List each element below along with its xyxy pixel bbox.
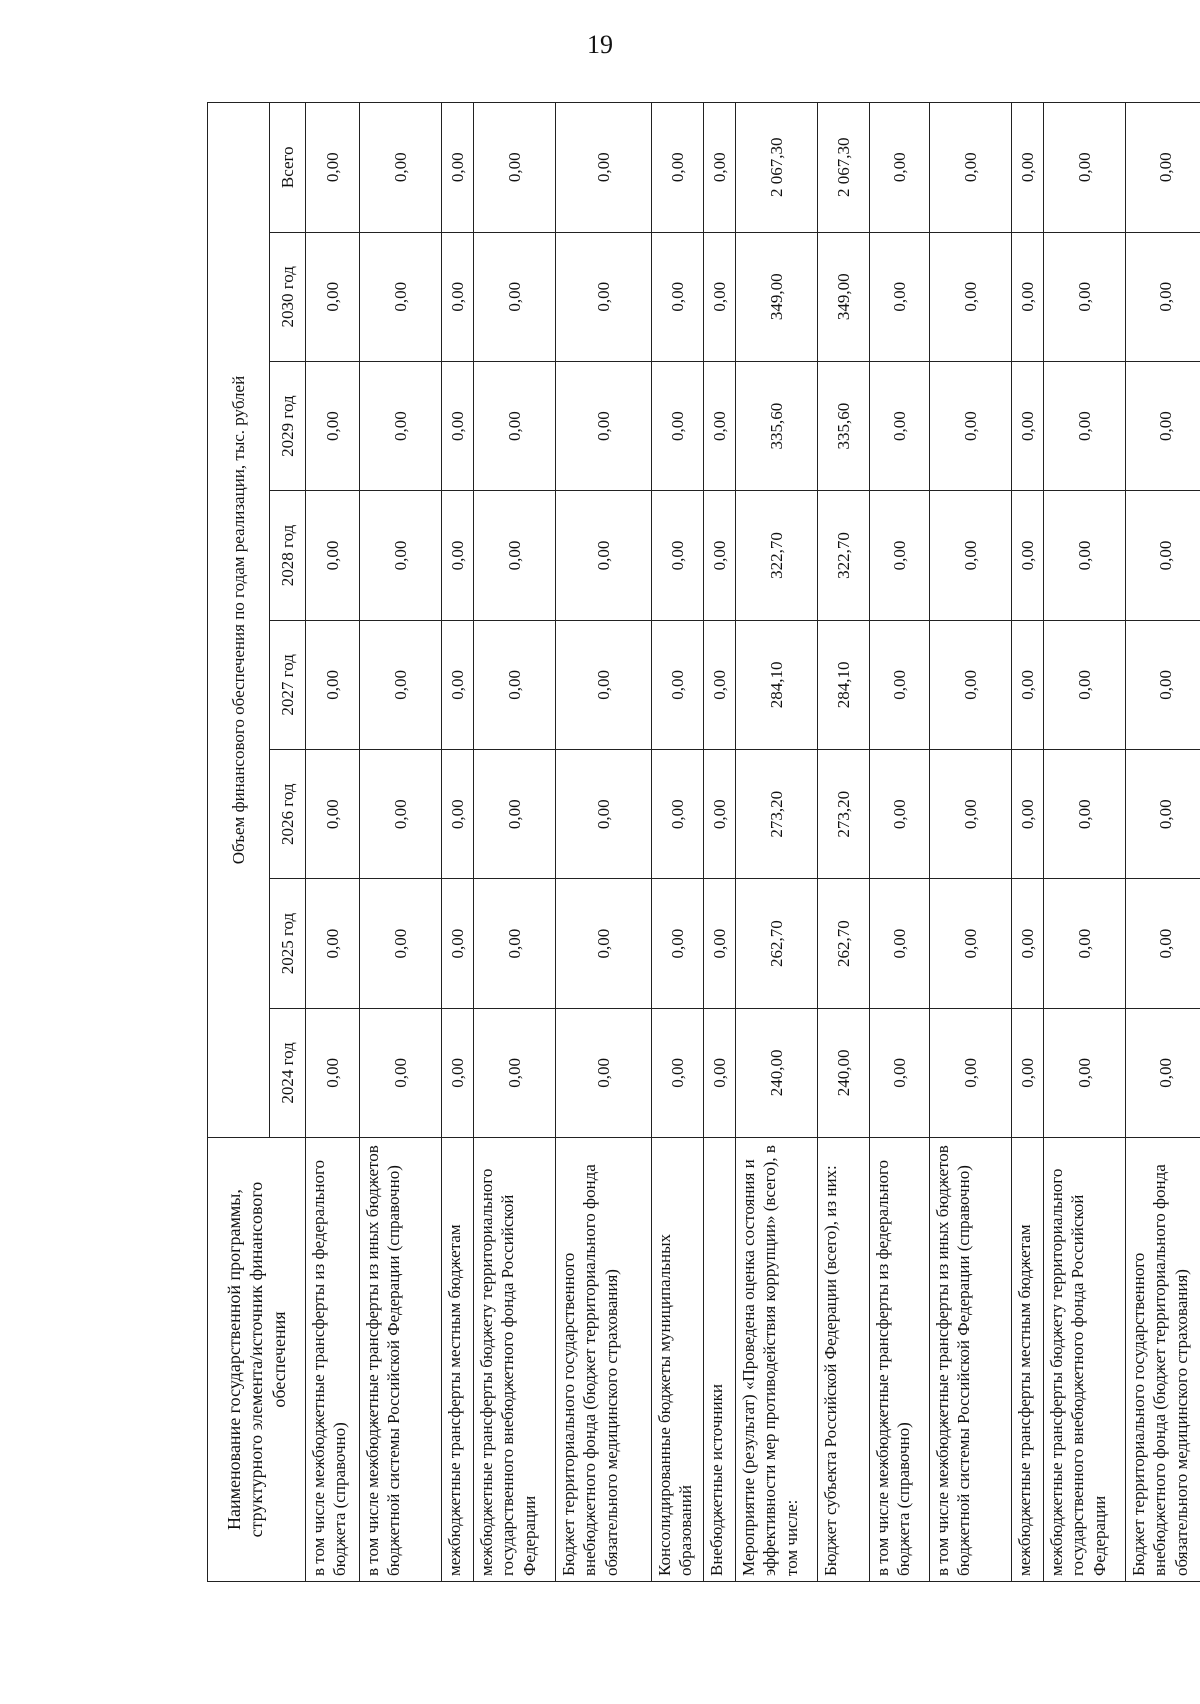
- table-body: [306, 103, 1200, 1582]
- value-cell: 0,00: [474, 491, 556, 620]
- value-cell: 0,00: [442, 879, 474, 1008]
- value-cell: 322,70: [818, 491, 870, 620]
- year-column-header: 2024 год: [270, 1008, 306, 1137]
- value-cell: 0,00: [1126, 620, 1200, 749]
- table-row: [1044, 103, 1126, 1582]
- finance-table-rotated: [207, 102, 1191, 1582]
- value-cell: 0,00: [870, 361, 930, 490]
- row-label: межбюджетные трансферты местным бюджетам: [1012, 1138, 1044, 1582]
- year-column-header: 2029 год: [270, 361, 306, 490]
- value-cell: 0,00: [1012, 103, 1044, 233]
- value-cell: 262,70: [736, 879, 818, 1008]
- year-column-header: 2027 год: [270, 620, 306, 749]
- value-cell: 0,00: [1044, 103, 1126, 233]
- value-cell: 0,00: [1012, 620, 1044, 749]
- value-cell: 0,00: [652, 232, 704, 361]
- value-cell: 0,00: [556, 620, 652, 749]
- value-cell: 0,00: [556, 491, 652, 620]
- value-cell: 0,00: [652, 620, 704, 749]
- value-cell: 349,00: [818, 232, 870, 361]
- value-cell: 0,00: [442, 103, 474, 233]
- row-label: межбюджетные трансферты бюджету территориального государственного внебюджетного фонда Российской Федерации: [1044, 1138, 1126, 1582]
- value-cell: 0,00: [474, 879, 556, 1008]
- row-label: Бюджет субъекта Российской Федерации (всего), из них:: [818, 1138, 870, 1582]
- value-cell: 240,00: [736, 1008, 818, 1137]
- value-cell: 0,00: [442, 750, 474, 879]
- value-cell: 335,60: [736, 361, 818, 490]
- value-cell: 0,00: [930, 491, 1012, 620]
- value-cell: 0,00: [930, 879, 1012, 1008]
- value-cell: 0,00: [474, 103, 556, 233]
- value-cell: 0,00: [870, 620, 930, 749]
- row-label: Бюджет территориального государственного внебюджетного фонда (бюджет территориального фонда обязательного медицинского страхования): [556, 1138, 652, 1582]
- value-cell: 284,10: [818, 620, 870, 749]
- value-cell: 0,00: [704, 1008, 736, 1137]
- value-cell: 0,00: [474, 620, 556, 749]
- value-cell: 0,00: [870, 879, 930, 1008]
- row-label: в том числе межбюджетные трансферты из федерального бюджета (справочно): [306, 1138, 360, 1582]
- value-cell: 2 067,30: [736, 103, 818, 233]
- value-cell: 0,00: [652, 879, 704, 1008]
- value-cell: 0,00: [306, 750, 360, 879]
- value-cell: 0,00: [930, 750, 1012, 879]
- value-cell: 0,00: [704, 879, 736, 1008]
- value-cell: 0,00: [360, 232, 442, 361]
- row-label: в том числе межбюджетные трансферты из иных бюджетов бюджетной системы Российской Федерации (справочно): [360, 1138, 442, 1582]
- value-cell: 0,00: [704, 491, 736, 620]
- row-label: Мероприятие (результат) «Проведена оценка состояния и эффективности мер противодействия коррупции» (всего), в том числе:: [736, 1138, 818, 1582]
- value-cell: 0,00: [306, 361, 360, 490]
- value-cell: 0,00: [1012, 1008, 1044, 1137]
- value-cell: 0,00: [704, 620, 736, 749]
- value-cell: 0,00: [556, 361, 652, 490]
- value-cell: 0,00: [556, 750, 652, 879]
- value-cell: 0,00: [870, 750, 930, 879]
- value-cell: 0,00: [1126, 879, 1200, 1008]
- table-row: [930, 103, 1012, 1582]
- value-cell: 0,00: [652, 103, 704, 233]
- value-cell: 0,00: [704, 232, 736, 361]
- year-column-header: Всего: [270, 103, 306, 233]
- finance-table: [207, 102, 1200, 1582]
- value-cell: 273,20: [736, 750, 818, 879]
- year-column-header: 2025 год: [270, 879, 306, 1008]
- value-cell: 0,00: [870, 491, 930, 620]
- value-cell: 0,00: [442, 620, 474, 749]
- year-column-header: 2026 год: [270, 750, 306, 879]
- value-cell: 0,00: [306, 620, 360, 749]
- value-cell: 0,00: [306, 232, 360, 361]
- table-row: [818, 103, 870, 1582]
- value-cell: 0,00: [306, 879, 360, 1008]
- value-cell: 0,00: [1044, 1008, 1126, 1137]
- value-cell: 0,00: [556, 232, 652, 361]
- value-cell: 0,00: [360, 1008, 442, 1137]
- value-cell: 0,00: [1044, 620, 1126, 749]
- value-cell: 0,00: [704, 361, 736, 490]
- row-label: Бюджет территориального государственного внебюджетного фонда (бюджет территориального фонда обязательного медицинского страхования): [1126, 1138, 1200, 1582]
- year-column-header: 2028 год: [270, 491, 306, 620]
- value-cell: 0,00: [442, 361, 474, 490]
- value-cell: 262,70: [818, 879, 870, 1008]
- value-cell: 0,00: [360, 750, 442, 879]
- value-cell: 273,20: [818, 750, 870, 879]
- value-cell: 0,00: [1044, 879, 1126, 1008]
- table-row: [704, 103, 736, 1582]
- value-cell: 0,00: [1126, 361, 1200, 490]
- value-cell: 0,00: [442, 232, 474, 361]
- value-cell: 0,00: [870, 103, 930, 233]
- value-cell: 0,00: [474, 361, 556, 490]
- value-cell: 0,00: [360, 103, 442, 233]
- value-cell: 335,60: [818, 361, 870, 490]
- value-cell: 0,00: [1126, 103, 1200, 233]
- value-cell: 0,00: [1126, 491, 1200, 620]
- value-cell: 0,00: [306, 1008, 360, 1137]
- value-cell: 0,00: [360, 491, 442, 620]
- table-row: [870, 103, 930, 1582]
- value-cell: 2 067,30: [818, 103, 870, 233]
- value-cell: 0,00: [1012, 361, 1044, 490]
- value-cell: 0,00: [1044, 491, 1126, 620]
- value-cell: 0,00: [360, 879, 442, 1008]
- table-row: [556, 103, 652, 1582]
- value-cell: 0,00: [360, 620, 442, 749]
- row-label: межбюджетные трансферты бюджету территориального государственного внебюджетного фонда Российской Федерации: [474, 1138, 556, 1582]
- value-cell: 0,00: [556, 879, 652, 1008]
- value-cell: 0,00: [930, 232, 1012, 361]
- value-cell: 0,00: [930, 361, 1012, 490]
- value-cell: 0,00: [1126, 1008, 1200, 1137]
- value-cell: 0,00: [870, 232, 930, 361]
- value-cell: 284,10: [736, 620, 818, 749]
- value-cell: 0,00: [704, 750, 736, 879]
- page-number: 19: [587, 30, 613, 59]
- value-cell: 349,00: [736, 232, 818, 361]
- value-cell: 0,00: [930, 103, 1012, 233]
- value-cell: 0,00: [1012, 232, 1044, 361]
- value-cell: 0,00: [652, 1008, 704, 1137]
- value-cell: 0,00: [1012, 491, 1044, 620]
- table-row: [1126, 103, 1200, 1582]
- row-label: в том числе межбюджетные трансферты из иных бюджетов бюджетной системы Российской Федерации (справочно): [930, 1138, 1012, 1582]
- name-column-header: Наименование государственной программы, структурного элемента/источник финансового обеспечения: [208, 1138, 306, 1582]
- table-row: [442, 103, 474, 1582]
- value-cell: 0,00: [306, 491, 360, 620]
- value-cell: 0,00: [1044, 232, 1126, 361]
- value-cell: 0,00: [1044, 361, 1126, 490]
- value-cell: 0,00: [652, 750, 704, 879]
- value-cell: 0,00: [1012, 750, 1044, 879]
- value-cell: 0,00: [442, 491, 474, 620]
- row-label: в том числе межбюджетные трансферты из федерального бюджета (справочно): [870, 1138, 930, 1582]
- value-cell: 322,70: [736, 491, 818, 620]
- value-cell: 0,00: [870, 1008, 930, 1137]
- value-cell: 0,00: [1126, 232, 1200, 361]
- table-row: [652, 103, 704, 1582]
- value-cell: 0,00: [930, 620, 1012, 749]
- value-cell: 0,00: [306, 103, 360, 233]
- table-row: [736, 103, 818, 1582]
- value-cell: 0,00: [704, 103, 736, 233]
- value-cell: 0,00: [930, 1008, 1012, 1137]
- value-cell: 0,00: [474, 1008, 556, 1137]
- value-cell: 0,00: [1012, 879, 1044, 1008]
- value-cell: 0,00: [474, 750, 556, 879]
- value-cell: 0,00: [556, 1008, 652, 1137]
- table-row: [474, 103, 556, 1582]
- table-row: [306, 103, 360, 1582]
- value-cell: 0,00: [1044, 750, 1126, 879]
- table-row: [1012, 103, 1044, 1582]
- value-cell: 0,00: [556, 103, 652, 233]
- value-cell: 0,00: [474, 232, 556, 361]
- value-cell: 0,00: [1126, 750, 1200, 879]
- value-cell: 0,00: [652, 361, 704, 490]
- value-cell: 0,00: [652, 491, 704, 620]
- year-column-header: 2030 год: [270, 232, 306, 361]
- row-label: межбюджетные трансферты местным бюджетам: [442, 1138, 474, 1582]
- row-label: Консолидированные бюджеты муниципальных образований: [652, 1138, 704, 1582]
- row-label: Внебюджетные источники: [704, 1138, 736, 1582]
- value-cell: 240,00: [818, 1008, 870, 1137]
- group-column-header: Объем финансового обеспечения по годам реализации, тыс. рублей: [208, 103, 270, 1138]
- value-cell: 0,00: [360, 361, 442, 490]
- value-cell: 0,00: [442, 1008, 474, 1137]
- table-row: [360, 103, 442, 1582]
